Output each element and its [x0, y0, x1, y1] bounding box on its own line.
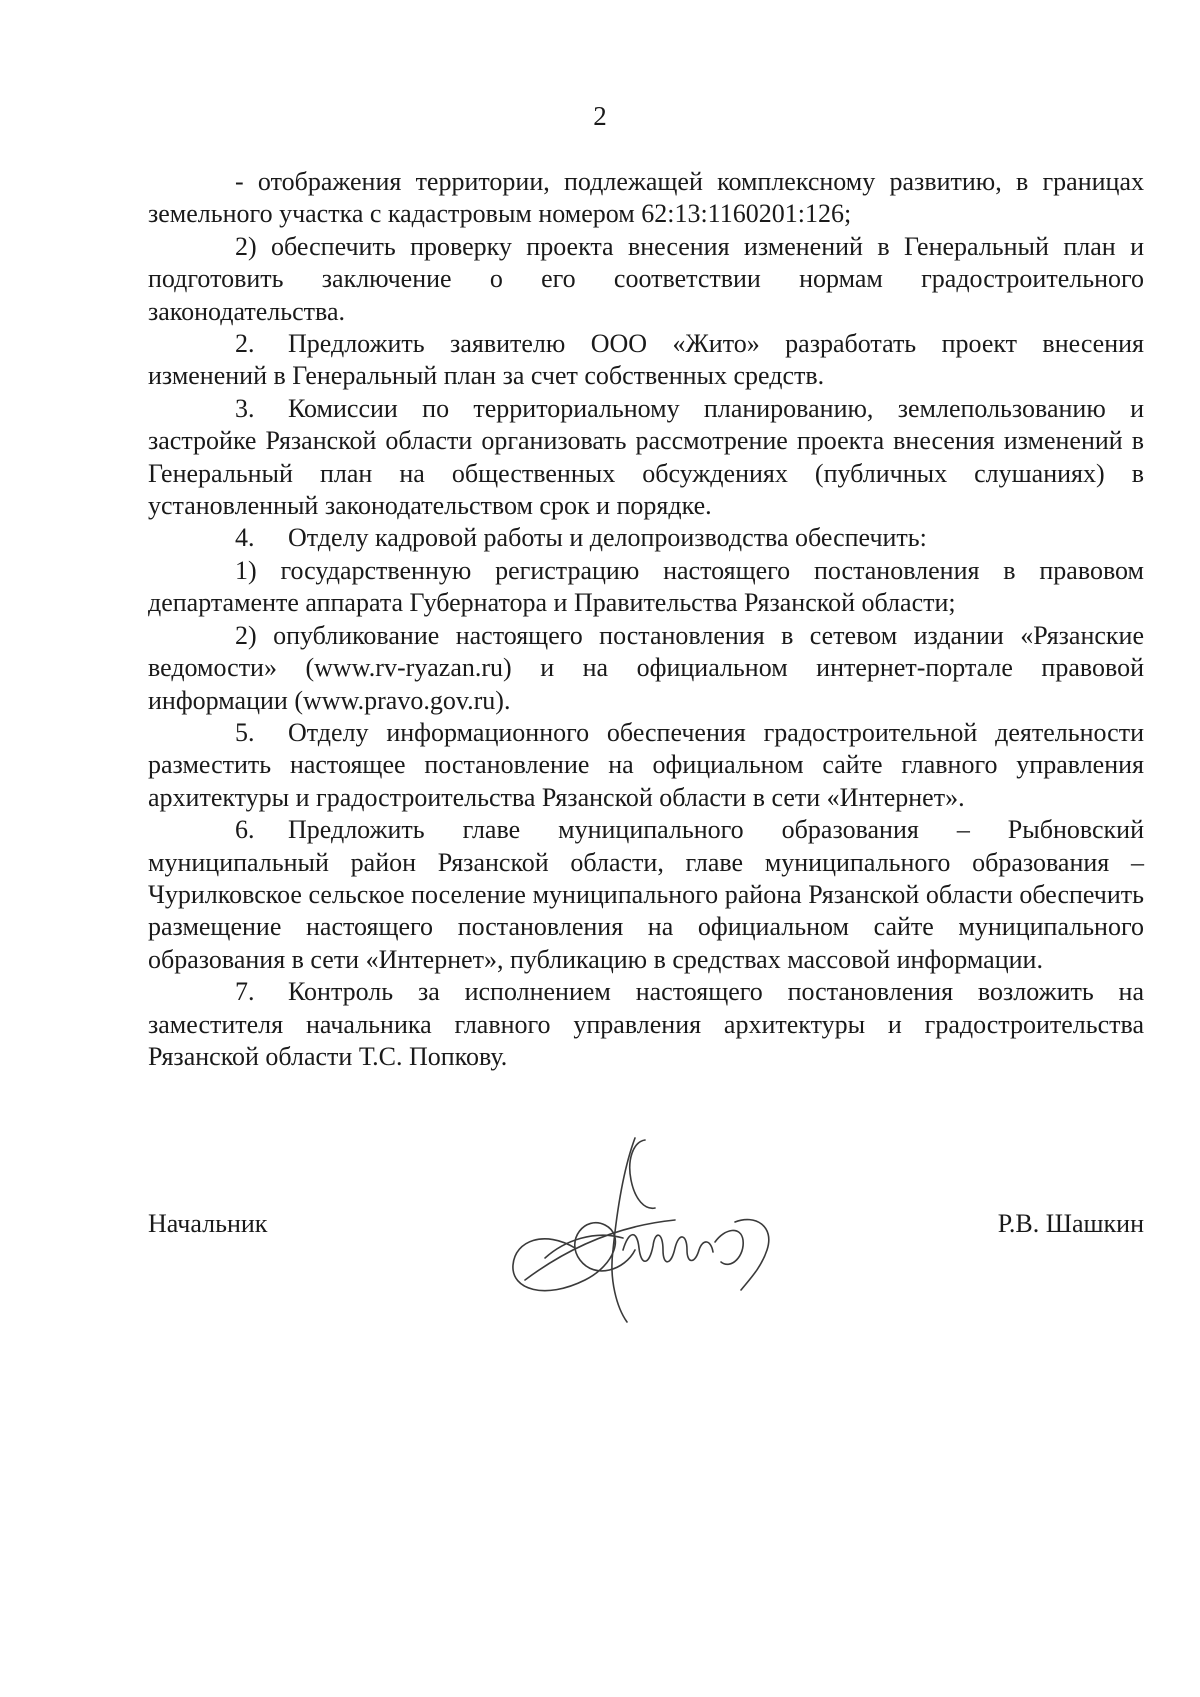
paragraph-item-6 — [148, 814, 1144, 976]
paragraph-item-4 — [148, 522, 1144, 554]
item-number: 2. — [235, 329, 255, 359]
paragraph-item-4-sub-2: 2) опубликование настоящего постановления в сетевом издании «Рязанские ведомости» (www.rv-ryazan.ru) и на официальном интернет-портале правовой информации (www.pravo.gov.ru). — [148, 620, 1144, 715]
item-number: 7. — [235, 977, 255, 1007]
item-text: Отделу информационного обеспечения градостроительной деятельности разместить настоящее постановление на официальном сайте главного управления архитектуры и градостроительства Рязанской области в сети «Интернет». — [148, 717, 1144, 812]
item-text: Предложить главе муниципального образования – Рыбновский муниципальный район Рязанской области, главе муниципального образования – Чурилковское сельское поселение муниципального района Рязанской области обеспечить размещение настоящего постановления на официальном сайте муниципального образования в сети «Интернет», публикацию в средствах массовой информации. — [148, 815, 1144, 974]
paragraph-item-5 — [148, 717, 1144, 814]
paragraph-item-7 — [148, 976, 1144, 1073]
paragraph-item-4-sub-1: 1) государственную регистрацию настоящего постановления в правовом департаменте аппарата Губернатора и Правительства Рязанской области; — [148, 555, 1144, 618]
page-number: 2 — [593, 101, 607, 131]
signer-position: Начальник — [148, 1209, 268, 1238]
item-text: Предложить заявителю ООО «Жито» разработать проект внесения изменений в Генеральный план за счет собственных средств. — [148, 329, 1144, 391]
paragraph-item-2 — [148, 328, 1144, 393]
item-number: 5. — [235, 717, 255, 747]
paragraph-item-3 — [148, 393, 1144, 523]
item-text: Отделу кадровой работы и делопроизводства обеспечить: — [288, 523, 927, 553]
paragraph-project-check: 2) обеспечить проверку проекта внесения изменений в Генеральный план и подготовить заключение о его соответствии нормам градостроительного законодательства. — [148, 231, 1144, 326]
signature-block — [148, 1208, 1144, 1248]
item-number: 6. — [235, 815, 255, 845]
item-number: 3. — [235, 393, 255, 423]
paragraph-territory-display: - отображения территории, подлежащей комплексному развитию, в границах земельного участка с кадастровым номером 62:13:1160201:126; — [148, 167, 1144, 229]
item-number: 4. — [235, 523, 255, 553]
item-text: Контроль за исполнением настоящего постановления возложить на заместителя начальника главного управления архитектуры и градостроительства Рязанской области Т.С. Попкову. — [148, 977, 1144, 1071]
document-body — [148, 166, 1144, 1073]
signer-name: Р.В. Шашкин — [997, 1209, 1144, 1238]
item-text: Комиссии по территориальному планированию, землепользованию и застройке Рязанской области организовать рассмотрение проекта внесения изменений в Генеральный план на общественных обсуждениях (публичных слушаниях) в установленный законодательством срок и порядке. — [148, 393, 1144, 521]
